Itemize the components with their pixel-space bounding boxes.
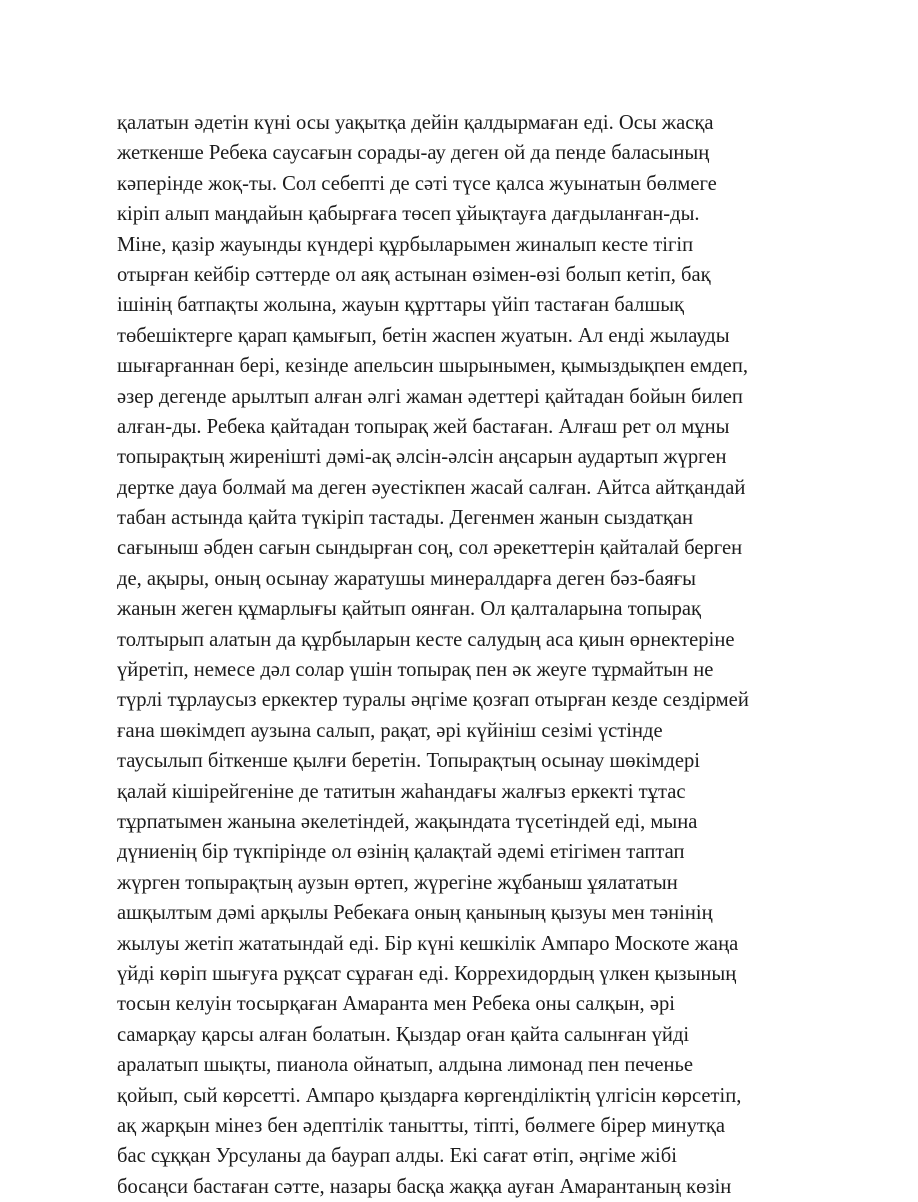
text-line: жүрген топырақтың аузын өртеп, жүрегіне жұбаныш ұялататын [117, 871, 678, 894]
text-line: жеткенше Ребека саусағын сорады-ау деген ой да пенде баласының [117, 142, 710, 165]
text-line: кіріп алып маңдайын қабырғаға төсеп ұйықтауға дағдыланған-ды. [117, 203, 700, 226]
text-line: қалатын әдетін күні осы уақытқа дейін қалдырмаған еді. Осы жасқа [117, 112, 714, 134]
text-line: самарқау қарсы алған болатын. Қыздар оған қайта салынған үйді [117, 1023, 690, 1046]
text-line: ашқылтым дәмі арқылы Ребекаға оның қанының қызуы мен тәнінің [117, 902, 713, 925]
text-line: толтырып алатын да құрбыларын кесте салудың аса қиын өрнектеріне [117, 628, 735, 651]
text-line: сағыныш әбден сағын сындырған соң, сол әрекеттерін қайталай берген [117, 537, 743, 560]
text-line: кәперінде жоқ-ты. Сол себепті де сәті түсе қалса жуынатын бөлмеге [117, 172, 717, 195]
text-line: ішінің батпақты жолына, жауын құрттары үйіп тастаған балшық [117, 294, 685, 317]
text-line: дүниенің бір түкпірінде ол өзінің қалақтай әдемі етігімен таптап [117, 841, 685, 864]
text-line: үйретіп, немесе дәл солар үшін топырақ пен әк жеуге тұрмайтын не [117, 659, 714, 682]
text-line: үйді көріп шығуға рұқсат сұраған еді. Коррехидордың үлкен қызының [117, 962, 737, 985]
text-line: алған-ды. Ребека қайтадан топырақ жей бастаған. Алғаш рет ол мұны [117, 415, 730, 438]
text-line: түрлі тұрлаусыз еркектер туралы әңгіме қозғап отырған кезде сездірмей [117, 689, 749, 712]
text-line: тосын келуін тосырқаған Амаранта мен Ребека оны салқын, әрі [117, 993, 676, 1016]
text-line: топырақтың жиреніштi дәмі-ақ әлсін-әлсін аңсарын аудартып жүрген [117, 446, 727, 469]
text-line: тұрпатымен жанына әкелетіндей, жақындата түсетіндей еді, мына [117, 810, 698, 833]
text-line: де, ақыры, оның осынау жаратушы минералдарға деген бәз-баяғы [117, 567, 696, 590]
text-line: табан астында қайта түкіріп тастады. Дегенмен жанын сыздатқан [117, 507, 694, 530]
text-line: шығарғаннан бері, кезінде апельсин шырынымен, қымыздықпен емдеп, [117, 355, 748, 378]
text-line: жанын жеген құмарлығы қайтып оянған. Ол қалталарына топырақ [117, 598, 702, 621]
text-line: қалай кішірейгеніне де татитын жаһандағы жалғыз еркекті тұтас [117, 780, 686, 803]
text-line: ақ жарқын мінез бен әдептілік танытты, тіпті, бөлмеге бірер минутқа [117, 1114, 726, 1137]
text-line: ғана шөкімдеп аузына салып, рақат, әрі күйініш сезімі үстінде [117, 719, 663, 742]
text-line: таусылып біткенше қылғи беретін. Топырақтың осынау шөкімдері [117, 750, 700, 773]
body-text [117, 108, 837, 1202]
text-line: дертке дауа болмай ма деген әуестікпен жасай салған. Айтса айтқандай [117, 476, 746, 499]
text-line: төбешіктерге қарап қамығып, бетін жаспен жуатын. Ал енді жылауды [117, 324, 730, 347]
text-line: отырған кейбір сәттерде ол аяқ астынан өзімен-өзі болып кетіп, бақ [117, 263, 711, 286]
text-line: аралатып шықты, пианола ойнатып, алдына лимонад пен печенье [117, 1054, 694, 1077]
text-line: бас сұққан Урсуланы да баурап алды. Екі сағат өтіп, әңгіме жібі [117, 1145, 677, 1168]
text-line: босаңси бастаған сәтте, назары басқа жаққа ауған Амарантаның көзін [117, 1175, 732, 1198]
text-line: Міне, қазір жауынды күндері құрбыларымен жиналып кесте тігіп [117, 233, 694, 256]
text-line: жылуы жетіп жататындай еді. Бір күні кешкілік Ампаро Москоте жаңа [117, 932, 739, 955]
text-line: әзер дегенде арылтып алған әлгі жаман әдеттері қайтадан бойын билеп [117, 385, 743, 408]
text-line: қойып, сый көрсетті. Ампаро қыздарға көргенділіктің үлгісін көрсетіп, [117, 1084, 742, 1107]
